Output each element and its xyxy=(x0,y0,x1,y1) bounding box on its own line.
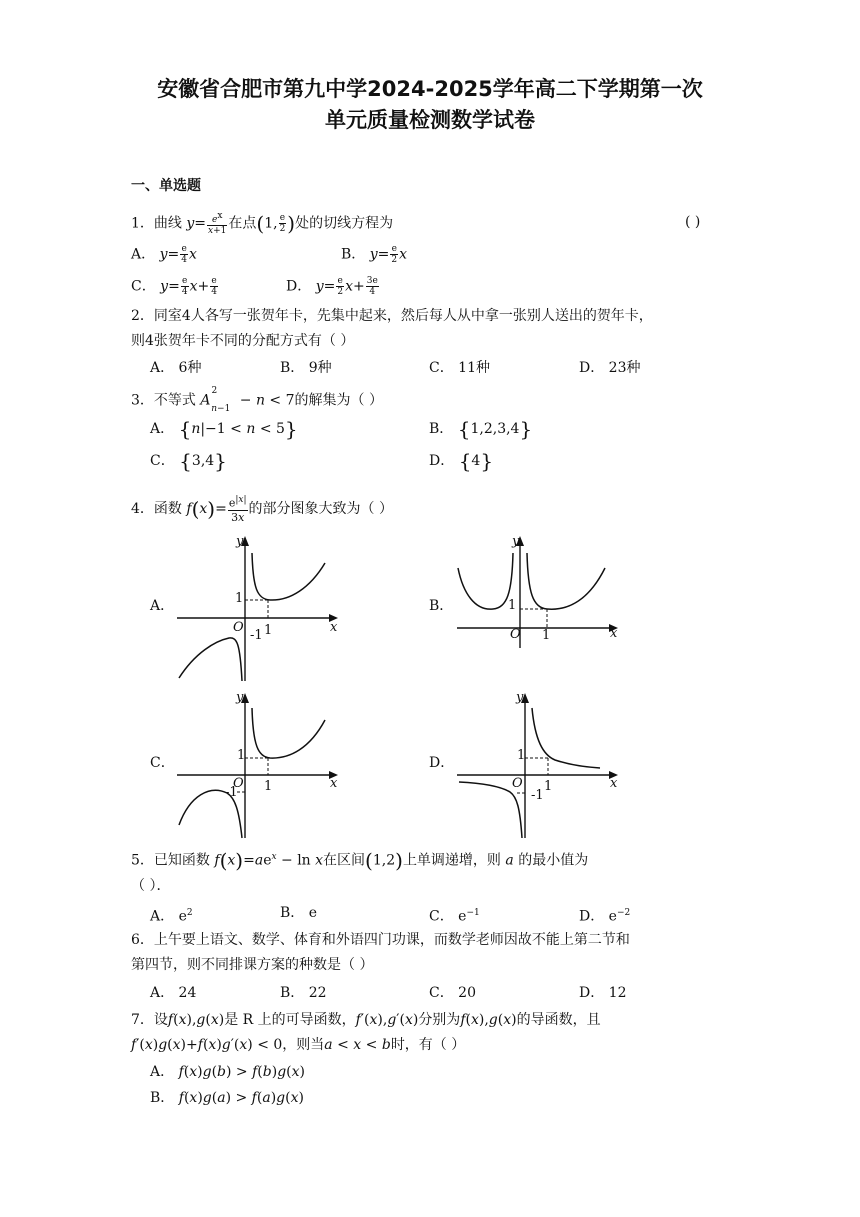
graph-a-one-y: 1 xyxy=(235,591,244,606)
q7-stem-line-2: f′(x)g(x)+f(x)g′(x) < 0，则当a < x < b时，有（ ） xyxy=(131,1037,466,1053)
q1-stem: 1．曲线 y= $\frac{e^x}{x+1}$ 在点(1, $\frac{e}{2}$ )处的切线方程为 xyxy=(131,211,394,236)
graph-a xyxy=(175,533,350,683)
q4-option-c[interactable]: C． xyxy=(150,755,175,771)
graph-c-one-x: 1 xyxy=(264,779,273,794)
q1-option-d[interactable]: D． y= $\frac{e}{2}$ x+ $\frac{3e}{4}$ xyxy=(286,276,378,297)
q2-stem-line-1: 2．同室4人各写一张贺年卡，先集中起来，然后每人从中拿一张别人送出的贺年卡， xyxy=(131,308,653,324)
q6-option-d[interactable]: D． 12 xyxy=(579,985,627,1001)
graph-d xyxy=(455,690,630,840)
graph-c-y-label: y xyxy=(236,690,244,705)
q6-option-b[interactable]: B． 22 xyxy=(280,985,327,1001)
graph-d-neg-one: -1 xyxy=(531,788,544,803)
q3-option-d[interactable]: D． {4} xyxy=(429,449,494,473)
q3-option-c[interactable]: C． {3,4} xyxy=(150,449,227,473)
q4-option-a[interactable]: A． xyxy=(150,598,175,614)
q2-option-c[interactable]: C． 11种 xyxy=(429,360,490,376)
q6-option-c[interactable]: C． 20 xyxy=(429,985,476,1001)
graph-c-one-y: 1 xyxy=(237,748,246,763)
q1-option-a[interactable]: A． y= $\frac{e}{4}$ x xyxy=(131,244,197,265)
q2-stem-line-2: 则4张贺年卡不同的分配方式有（ ） xyxy=(131,333,355,349)
graph-d-one-x: 1 xyxy=(544,779,553,794)
q3-option-a[interactable]: A． {n|−1 < n < 5} xyxy=(150,417,298,441)
graph-c-x-label: x xyxy=(330,776,338,791)
q1-option-b[interactable]: B． y= $\frac{e}{2}$ x xyxy=(341,244,408,265)
graph-b-y-label: y xyxy=(512,534,520,549)
graph-a-x-label: x xyxy=(330,620,338,635)
q2-option-b[interactable]: B． 9种 xyxy=(280,360,332,376)
q5-paren: （ ）． xyxy=(131,878,171,894)
graph-b-x-label: x xyxy=(610,626,618,641)
graph-c-origin: O xyxy=(233,776,244,791)
title-line-2: 单元质量检测数学试卷 xyxy=(325,108,535,132)
q5-option-d[interactable]: D． $e^{-2}$ xyxy=(579,908,631,925)
graph-b-one-y: 1 xyxy=(508,598,517,613)
q6-option-a[interactable]: A． 24 xyxy=(150,985,197,1001)
q7-option-b[interactable]: B． f(x)g(a) > f(a)g(x) xyxy=(150,1090,304,1106)
q1-option-c[interactable]: C． y= $\frac{e}{4}$ x+ $\frac{e}{4}$ xyxy=(131,276,217,297)
q2-option-d[interactable]: D． 23种 xyxy=(579,360,641,376)
graph-a-y-label: y xyxy=(236,534,244,549)
q2-option-a[interactable]: A． 6种 xyxy=(150,360,202,376)
graph-d-y-label: y xyxy=(516,690,524,705)
graph-b-one-x: 1 xyxy=(542,628,551,643)
q5-option-a[interactable]: A． $e^2$ xyxy=(150,908,193,925)
q7-stem-line-1: 7．设f(x),g(x)是 R 上的可导函数，f′(x),g′(x)分别为f(x),g(x)的导函数，且 xyxy=(131,1012,601,1028)
q3-stem: 3．不等式 $A^2_{n-1} - n < 7$的解集为（ ） xyxy=(131,386,383,415)
graph-a-one-x: 1 xyxy=(264,623,273,638)
graph-d-x-label: x xyxy=(610,776,618,791)
graph-a-neg-one: -1 xyxy=(250,628,263,643)
q6-stem-line-2: 第四节，则不同排课方案的种数是（ ） xyxy=(131,957,374,973)
q4-stem: 4．函数 f(x)= $\frac{e^{|x|}}{3x}$ 的部分图象大致为（ ） xyxy=(131,495,393,524)
q5-option-c[interactable]: C． $e^{-1}$ xyxy=(429,908,480,925)
q1-paren: ( ) xyxy=(685,214,701,230)
graph-d-origin: O xyxy=(512,776,523,791)
graph-a-origin: O xyxy=(233,620,244,635)
q4-option-d[interactable]: D． xyxy=(429,755,455,771)
graph-c-neg-one: -1 xyxy=(225,785,238,800)
graph-c xyxy=(175,690,350,840)
section-heading: 一、单选题 xyxy=(131,178,201,194)
q7-option-a[interactable]: A． f(x)g(b) > f(b)g(x) xyxy=(150,1064,306,1080)
q5-stem: 5．已知函数 $f(x)=ae^x - \ln x$在区间(1,2)上单调递增，则 a 的最小值为 xyxy=(131,848,589,873)
q4-option-b[interactable]: B． xyxy=(429,598,454,614)
q5-option-b[interactable]: B． e xyxy=(280,905,318,921)
graph-d-one-y: 1 xyxy=(517,748,526,763)
title-line-1: 安徽省合肥市第九中学2024-2025学年高二下学期第一次 xyxy=(157,77,703,101)
q6-stem-line-1: 6．上午要上语文、数学、体育和外语四门功课，而数学老师因故不能上第二节和 xyxy=(131,932,630,948)
graph-b-origin: O xyxy=(510,627,521,642)
q3-option-b[interactable]: B． {1,2,3,4} xyxy=(429,417,533,441)
